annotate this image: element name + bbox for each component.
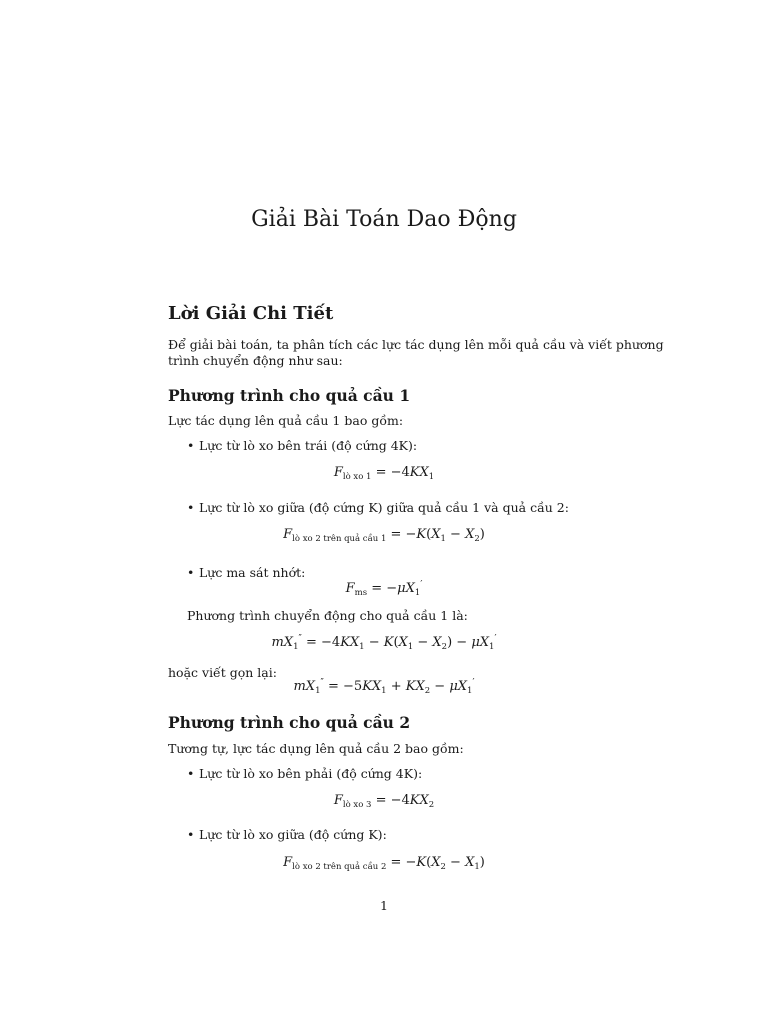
equation-spring-2-ball-2: $F_{lò xo 2 trên quả cầu 2} = -K(X_2 - X_1)$ [283, 855, 485, 872]
bullet-dot: • [187, 766, 195, 781]
sub1-bullet-2: Lực từ lò xo giữa (độ cứng K) giữa quả cầu 1 và quả cầu 2: [199, 500, 569, 515]
intro-line-1: Để giải bài toán, ta phân tích các lực tác dụng lên mỗi quả cầu và viết phương [168, 337, 664, 352]
eq-subscript: lò xo 2 trên quả cầu 2 [292, 862, 387, 872]
section-heading: Lời Giải Chi Tiết [168, 303, 334, 324]
intro-line-2: trình chuyển động như sau: [168, 353, 343, 368]
motion-intro-1: Phương trình chuyển động cho quả cầu 1 là: [187, 608, 468, 623]
sub1-bullet-1: Lực từ lò xo bên trái (độ cứng 4K): [199, 438, 418, 453]
sub2-bullet-1: Lực từ lò xo bên phải (độ cứng 4K): [199, 766, 423, 781]
equation-spring-2-ball-1: $F_{lò xo 2 trên quả cầu 1} = -K(X_1 - X_2)$ [283, 527, 485, 544]
equation-spring-1: $F_{lò xo 1} = -4KX_1$ [333, 465, 435, 482]
sub2-lead: Tương tự, lực tác dụng lên quả cầu 2 bao gồm: [168, 741, 464, 756]
bullet-dot: • [187, 500, 195, 515]
subsection-heading-2: Phương trình cho quả cầu 2 [168, 713, 411, 732]
compact-intro: hoặc viết gọn lại: [168, 665, 277, 680]
eq-subscript: lò xo 2 trên quả cầu 1 [292, 534, 387, 544]
eq-subscript: lò xo 1 [342, 472, 372, 482]
bullet-dot: • [187, 438, 195, 453]
eq-subscript: ms [354, 588, 368, 598]
bullet-dot: • [187, 565, 195, 580]
page-title: Giải Bài Toán Dao Động [251, 207, 517, 232]
sub1-lead: Lực tác dụng lên quả cầu 1 bao gồm: [168, 413, 404, 428]
equation-spring-3: $F_{lò xo 3} = -4KX_2$ [333, 793, 435, 810]
equation-friction: $F_{ms} = -\mu X_1'$ [345, 580, 423, 598]
equation-motion-1: $mX_1'' = -4KX_1 - K(X_1 - X_2) - \mu X_1'$ [271, 634, 497, 652]
subsection-heading-1: Phương trình cho quả cầu 1 [168, 386, 411, 405]
equation-motion-1-compact: $mX_1'' = -5KX_1 + KX_2 - \mu X_1'$ [293, 678, 475, 696]
bullet-dot: • [187, 827, 195, 842]
page-number: 1 [380, 898, 388, 913]
eq-subscript: lò xo 3 [342, 800, 372, 810]
sub1-bullet-3: Lực ma sát nhớt: [199, 565, 306, 580]
sub2-bullet-2: Lực từ lò xo giữa (độ cứng K): [199, 827, 387, 842]
